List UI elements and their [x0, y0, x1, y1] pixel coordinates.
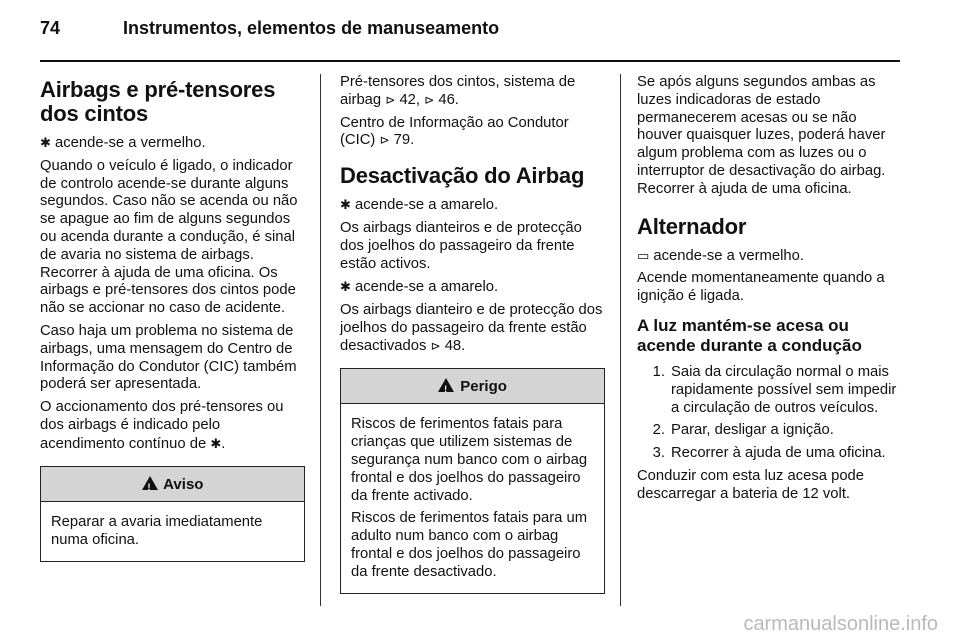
page-header — [40, 18, 900, 39]
section-heading-airbags: Airbags e pré-tensores dos cintos — [40, 77, 276, 126]
chapter-title: Instrumentos, elementos de manuseamento — [123, 18, 500, 38]
subheading: A luz mantém-se acesa ou acende durante a condução — [637, 315, 862, 355]
page-number: 74 — [40, 18, 61, 38]
warning-triangle-icon: ! — [438, 378, 454, 392]
notice-box-aviso — [40, 466, 305, 562]
section-heading-airbag-deactivation: Desactivação do Airbag — [340, 163, 585, 189]
notice-box-header: ! Aviso — [41, 467, 304, 503]
column-divider-2 — [620, 74, 621, 606]
column-2 — [340, 74, 605, 594]
paragraph: Pré-tensores dos cintos, sistema de airbag ⊳ 42, ⊳ 46. — [340, 74, 576, 108]
battery-icon: ▭ — [637, 247, 650, 263]
paragraph: O accionamento dos pré-tensores ou dos airbags é indicado pelo acendimento contínuo de ✱. — [40, 399, 284, 452]
list-item: 3. Recorrer à ajuda de uma oficina. — [652, 445, 886, 462]
paragraph: Se após alguns segundos ambas as luzes indicadoras de estado permanecerem acesas ou se não houver quaisquer luzes, poderá haver algum problema com as luzes ou o interruptor de desactivação do airbag. Recorrer à ajuda de uma oficina. — [637, 74, 886, 197]
page-ref[interactable]: 48. — [444, 337, 466, 354]
paragraph: Os airbags dianteiro e de protecção dos joelhos do passageiro da frente estão desactivados ⊳ 48. — [340, 302, 603, 354]
page-ref-icon: ⊳ — [430, 338, 441, 353]
paragraph: Conduzir com esta luz acesa pode descarregar a bateria de 12 volt. — [637, 467, 865, 502]
paragraph: Caso haja um problema no sistema de airbags, uma mensagem do Centro de Informação do Condutor (CIC) também poderá ser apresentada. — [40, 322, 297, 393]
section-heading-alternator: Alternador — [637, 213, 747, 239]
paragraph: Centro de Informação ao Condutor (CIC) ⊳ 79. — [340, 114, 569, 149]
airbag-warning-icon: ✱ — [40, 135, 51, 150]
list-item: 1. Saia da circulação normal o mais rapidamente possível sem impedir a circulação de outros veículos. — [652, 363, 897, 416]
paragraph: ✱ acende-se a amarelo. — [340, 279, 499, 296]
header-rule — [40, 60, 900, 62]
notice-box-perigo — [340, 368, 605, 594]
airbag-on-icon: ✱ — [340, 197, 351, 213]
airbag-off-icon: ✱ — [340, 279, 351, 295]
notice-box-header: ! Perigo — [341, 369, 604, 405]
list-item: 2. Parar, desligar a ignição. — [652, 422, 834, 439]
paragraph: ▭ acende-se a vermelho. — [637, 247, 804, 264]
paragraph: ✱ acende-se a vermelho. — [40, 135, 206, 151]
page-ref[interactable]: 42, — [399, 91, 421, 108]
page-ref-icon: ⊳ — [385, 92, 396, 107]
paragraph: ✱ acende-se a amarelo. — [340, 197, 499, 214]
page-ref-icon: ⊳ — [379, 133, 390, 148]
page-ref[interactable]: 79. — [393, 132, 415, 149]
page-ref[interactable]: 46. — [438, 91, 459, 108]
column-1 — [40, 74, 305, 562]
steps-list — [637, 364, 902, 463]
notice-box-body: Riscos de ferimentos fatais para crianças que utilizem sistemas de segurança num banco com o airbag frontal e dos joelhos do passageiro da frente activado. Riscos de ferimentos fatais para um adulto num banco com o airbag frontal e dos joelhos do passageiro da frente desactivado. — [351, 416, 588, 580]
page-ref-icon: ⊳ — [424, 92, 435, 107]
watermark: carmanualsonline.info — [743, 613, 938, 635]
airbag-warning-icon: ✱ — [210, 435, 222, 451]
paragraph: Os airbags dianteiros e de protecção dos joelhos do passageiro da frente estão activos. — [340, 219, 582, 272]
column-divider-1 — [320, 74, 321, 606]
column-3 — [637, 74, 902, 509]
notice-box-body: Reparar a avaria imediatamente numa oficina. — [51, 514, 263, 549]
warning-triangle-icon: ! — [142, 476, 158, 490]
paragraph: Acende momentaneamente quando a ignição é ligada. — [637, 270, 885, 305]
paragraph: Quando o veículo é ligado, o indicador de controlo acende-se durante alguns segundos. Caso não se acenda ou não se apague ao fim de alguns segundos ou acenda durante a condução, é sinal de avaria no sistema de airbags. Recorrer à ajuda de uma oficina. Os airbags e pré-tensores dos cintos pode não se accionar no caso de acidente. — [40, 157, 298, 317]
